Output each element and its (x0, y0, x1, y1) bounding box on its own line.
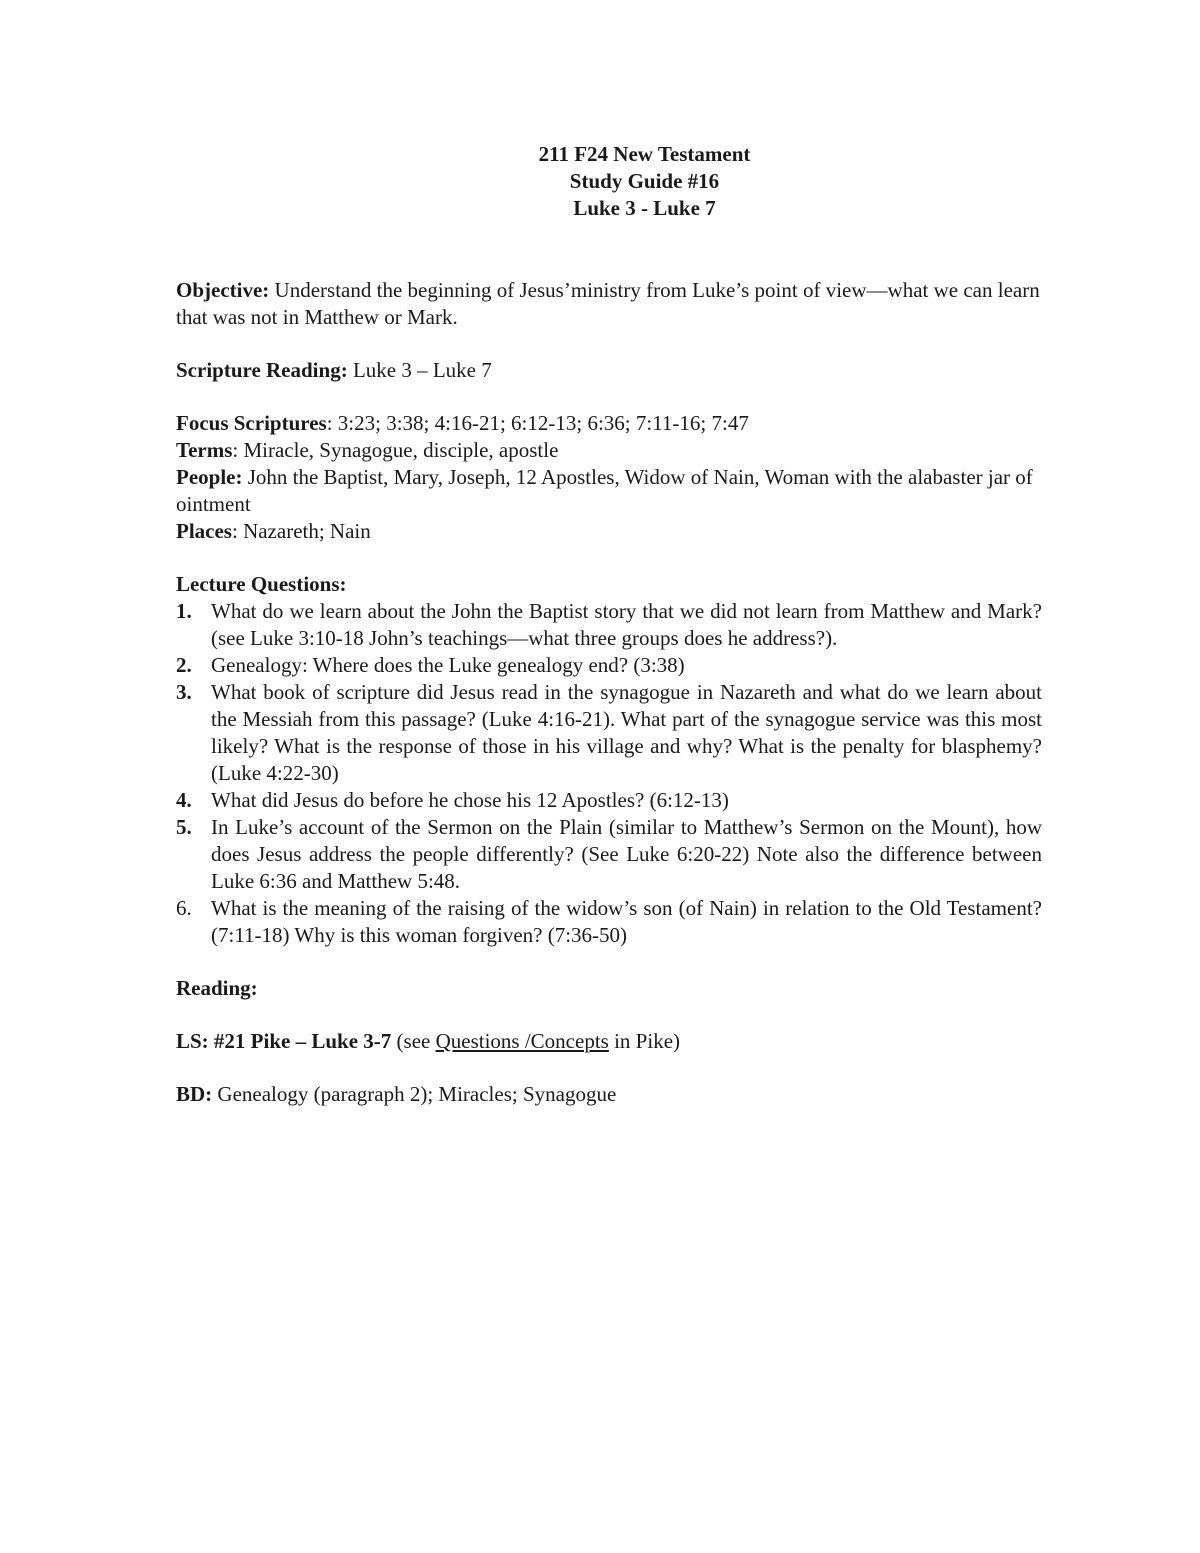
focus-scriptures-text: : 3:23; 3:38; 4:16-21; 6:12-13; 6:36; 7:11-16; 7:47 (326, 411, 749, 435)
question-number: 2. (176, 653, 192, 677)
question-text: What did Jesus do before he chose his 12 Apostles? (6:12-13) (211, 788, 729, 812)
question-number: 5. (176, 815, 192, 839)
ls-pre: (see (391, 1029, 436, 1053)
question-text: What book of scripture did Jesus read in the synagogue in Nazareth and what do we learn about the Messiah from this passage? (Luke 4:16-21). What part of the synagogue service was this most likely? What is the response of those in his village and why? What is the penalty for blasphemy? (Luke 4:22-30) (211, 680, 1042, 785)
question-item (176, 814, 1042, 895)
lecture-questions-list (176, 598, 1042, 949)
question-item (176, 787, 1042, 814)
places-label: Places (176, 519, 232, 543)
chapter-range: Luke 3 - Luke 7 (573, 196, 716, 220)
question-item (176, 679, 1042, 787)
scripture-reading-text: Luke 3 – Luke 7 (347, 358, 492, 382)
ls-label: LS: #21 Pike – Luke 3-7 (176, 1029, 392, 1053)
bd-label: BD: (176, 1082, 213, 1106)
question-number: 6. (176, 896, 192, 920)
questions-concepts-link[interactable]: Questions /Concepts (435, 1029, 609, 1053)
question-item (176, 652, 1042, 679)
document-body (176, 277, 1042, 1108)
objective-label: Objective: (176, 278, 270, 302)
people-line (176, 464, 1042, 518)
terms-line (176, 437, 1042, 464)
question-number: 3. (176, 680, 192, 704)
people-label: People: (176, 465, 243, 489)
bd-reading-line (176, 1081, 1042, 1108)
terms-label: Terms (176, 438, 233, 462)
lecture-questions-heading: Lecture Questions: (176, 572, 347, 596)
objective-text: Understand the beginning of Jesus’ministry from Luke’s point of view—what we can learn that was not in Matthew or Mark. (176, 278, 1040, 329)
document-header (0, 141, 1200, 222)
question-text: In Luke’s account of the Sermon on the Plain (similar to Matthew’s Sermon on the Mount), how does Jesus address the people differently? (See Luke 6:20-22) Note also the difference between Luke 6:36 and Matthew 5:48. (211, 815, 1042, 893)
ls-post: in Pike) (608, 1029, 681, 1053)
question-number: 4. (176, 788, 192, 812)
question-text: Genealogy: Where does the Luke genealogy end? (3:38) (211, 653, 685, 677)
reading-heading: Reading: (176, 976, 258, 1000)
terms-text: : Miracle, Synagogue, disciple, apostle (232, 438, 559, 462)
focus-scriptures-label: Focus Scriptures (176, 411, 327, 435)
places-line (176, 518, 1042, 545)
objective-paragraph (176, 277, 1042, 331)
scripture-reading-label: Scripture Reading: (176, 358, 348, 382)
question-number: 1. (176, 599, 192, 623)
question-item (176, 598, 1042, 652)
guide-number: Study Guide #16 (569, 169, 720, 193)
people-text: John the Baptist, Mary, Joseph, 12 Apostles, Widow of Nain, Woman with the alabaster jar of ointment (176, 465, 1033, 516)
course-title: 211 F24 New Testament (538, 142, 751, 166)
ls-reading-line (176, 1028, 1042, 1055)
question-text: What is the meaning of the raising of the widow’s son (of Nain) in relation to the Old Testament? (7:11-18) Why is this woman forgiven? (7:36-50) (211, 896, 1042, 947)
focus-scriptures-line (176, 410, 1042, 437)
bd-text: Genealogy (paragraph 2); Miracles; Synagogue (212, 1082, 617, 1106)
places-text: : Nazareth; Nain (231, 519, 371, 543)
question-text: What do we learn about the John the Baptist story that we did not learn from Matthew and Mark?(see Luke 3:10-18 John’s teachings—what three groups does he address?). (211, 599, 1042, 650)
scripture-reading-paragraph (176, 357, 1042, 384)
question-item (176, 895, 1042, 949)
